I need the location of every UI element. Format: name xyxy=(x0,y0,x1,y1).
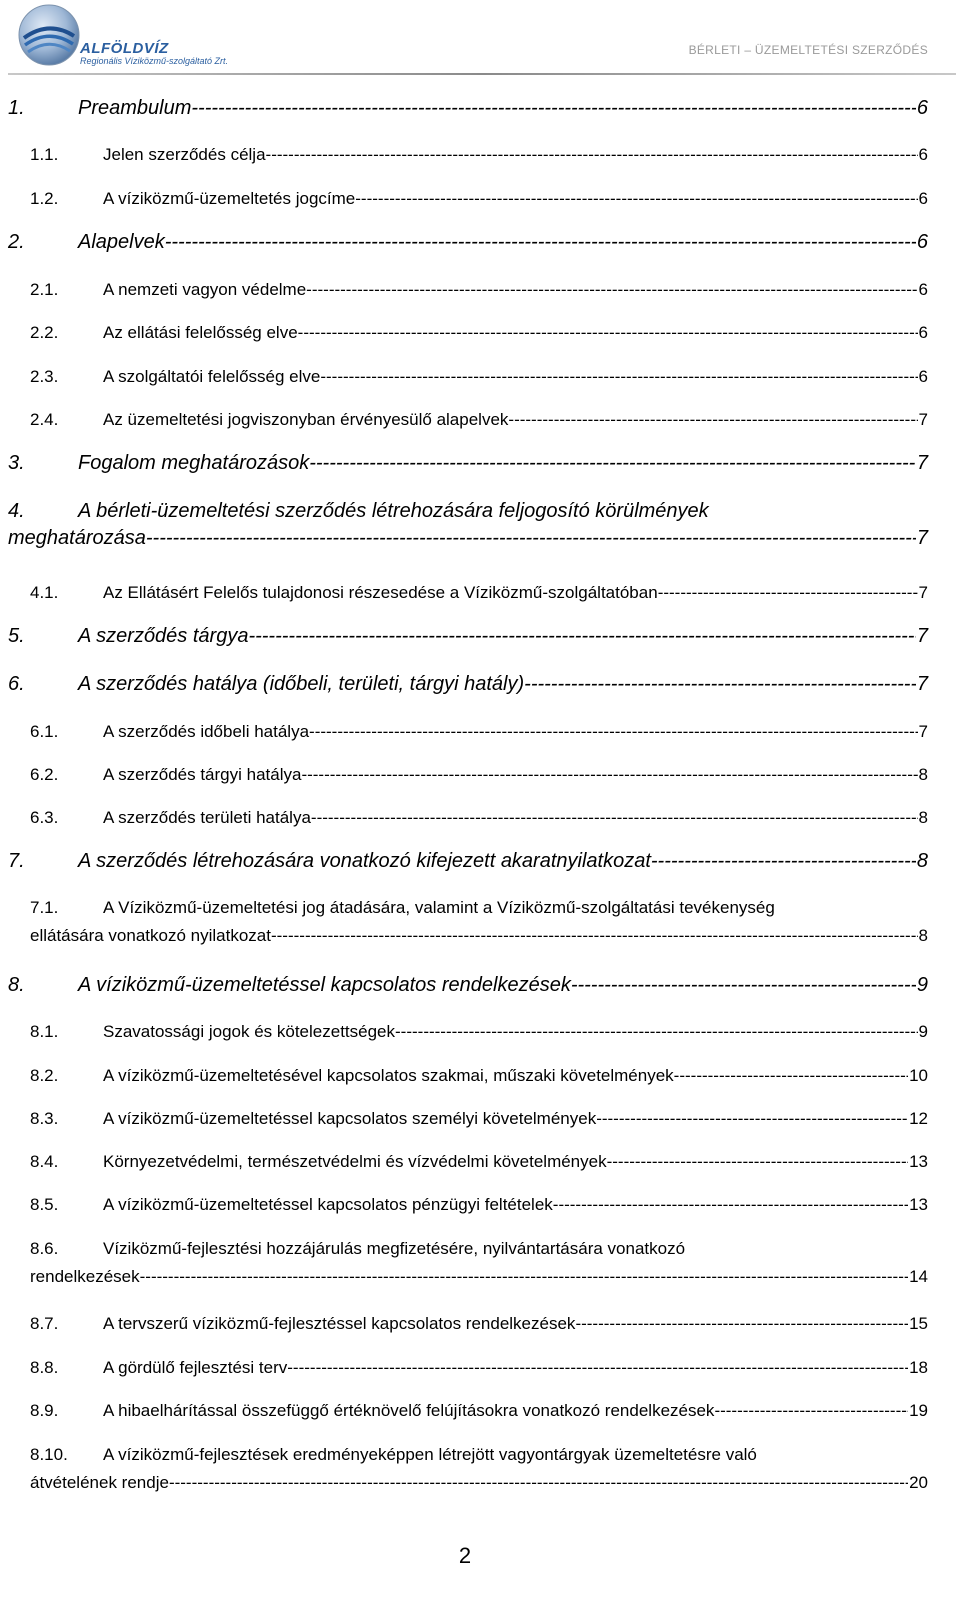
toc-page: 9 xyxy=(916,974,928,996)
toc-leader xyxy=(306,280,917,300)
toc-entry[interactable] xyxy=(0,280,960,300)
toc-title: Az Ellátásért Felelős tulajdonosi részesedése a Víziközmű-szolgáltatóban xyxy=(103,583,658,602)
toc-leader xyxy=(714,1401,908,1421)
toc-title: A víziközmű-üzemeltetés jogcíme xyxy=(103,189,356,208)
toc-number: 4. xyxy=(8,500,25,522)
toc-number: 2.2. xyxy=(30,323,59,342)
toc-page: 6 xyxy=(916,231,928,253)
toc-entry[interactable] xyxy=(0,500,960,550)
toc-number: 4.1. xyxy=(30,583,59,602)
toc-title: Jelen szerződés célja xyxy=(103,145,266,164)
toc-page: 13 xyxy=(909,1195,928,1214)
toc-entry[interactable] xyxy=(0,673,960,696)
toc-title: A Víziközmű-üzemeltetési jog átadására, valamint a Víziközmű-szolgáltatási tevékenység xyxy=(103,898,775,917)
toc-title-continued: rendelkezések xyxy=(30,1267,140,1286)
toc-entry[interactable] xyxy=(0,722,960,742)
toc-leader xyxy=(575,1314,908,1334)
toc-page: 14 xyxy=(909,1267,928,1286)
toc-number: 8.8. xyxy=(30,1358,59,1377)
toc-number: 8.7. xyxy=(30,1314,59,1333)
toc-title: A bérleti-üzemeltetési szerződés létrehozására feljogosító körülmények xyxy=(78,500,709,522)
toc-page: 7 xyxy=(916,673,928,695)
toc-page: 8 xyxy=(918,808,928,827)
toc-entry[interactable] xyxy=(0,808,960,828)
toc-number: 8.10. xyxy=(30,1445,68,1464)
toc-number: 8.5. xyxy=(30,1195,59,1214)
toc-title: A szerződés tárgya xyxy=(78,625,249,647)
toc-leader xyxy=(309,722,918,742)
toc-entry[interactable] xyxy=(0,1239,960,1287)
toc-number: 6. xyxy=(8,673,25,695)
toc-number: 6.3. xyxy=(30,808,59,827)
toc-leader xyxy=(309,452,916,475)
toc-title: Preambulum xyxy=(78,97,192,119)
toc-leader xyxy=(146,527,916,550)
toc-page: 18 xyxy=(909,1358,928,1377)
toc-page: 6 xyxy=(918,189,928,208)
toc-page: 15 xyxy=(909,1314,928,1333)
toc-page: 9 xyxy=(918,1022,928,1041)
toc-leader xyxy=(165,231,916,254)
toc-entry[interactable] xyxy=(0,583,960,603)
toc-title: A szerződés létrehozására vonatkozó kifejezett akaratnyilatkozat xyxy=(78,850,651,872)
toc-title: Környezetvédelmi, természetvédelmi és vízvédelmi követelmények xyxy=(103,1152,607,1171)
toc-leader xyxy=(301,765,917,785)
toc-leader xyxy=(596,1109,908,1129)
toc-page: 6 xyxy=(916,97,928,119)
toc-leader xyxy=(553,1195,908,1215)
toc-entry[interactable] xyxy=(0,1066,960,1086)
toc-number: 2. xyxy=(8,231,25,253)
toc-page: 6 xyxy=(918,323,928,342)
toc-title: Fogalom meghatározások xyxy=(78,452,310,474)
brand-name: ALFÖLDVÍZ xyxy=(80,40,169,57)
toc-page: 7 xyxy=(916,452,928,474)
toc-number: 3. xyxy=(8,452,25,474)
toc-number: 1.1. xyxy=(30,145,59,164)
toc-title: Víziközmű-fejlesztési hozzájárulás megfizetésére, nyilvántartására vonatkozó xyxy=(103,1239,686,1258)
toc-entry[interactable] xyxy=(0,850,960,873)
company-logo-icon xyxy=(16,2,82,68)
toc-page: 12 xyxy=(909,1109,928,1128)
toc-number: 8.3. xyxy=(30,1109,59,1128)
toc-leader xyxy=(395,1022,918,1042)
toc-page: 6 xyxy=(918,367,928,386)
toc-page: 8 xyxy=(918,926,928,945)
toc-leader xyxy=(287,1358,908,1378)
toc-number: 7. xyxy=(8,850,25,872)
toc-page: 7 xyxy=(916,625,928,647)
toc-entry[interactable] xyxy=(0,1152,960,1172)
toc-number: 7.1. xyxy=(30,898,59,917)
toc-leader xyxy=(651,850,916,873)
toc-entry[interactable] xyxy=(0,410,960,430)
page-header xyxy=(0,0,960,90)
toc-page: 8 xyxy=(916,850,928,872)
toc-entry[interactable] xyxy=(0,1314,960,1334)
toc-page: 7 xyxy=(918,583,928,602)
toc-page: 7 xyxy=(918,722,928,741)
toc-title: A szerződés tárgyi hatálya xyxy=(103,765,302,784)
toc-number: 5. xyxy=(8,625,25,647)
toc-page: 10 xyxy=(909,1066,928,1085)
toc-entry[interactable] xyxy=(0,323,960,343)
toc-page: 7 xyxy=(916,527,928,549)
toc-leader xyxy=(607,1152,908,1172)
toc-entry[interactable] xyxy=(0,145,960,165)
toc-title: A szerződés időbeli hatálya xyxy=(103,722,310,741)
toc-entry[interactable] xyxy=(0,898,960,946)
toc-entry[interactable] xyxy=(0,1195,960,1215)
toc-leader xyxy=(191,97,915,120)
toc-number: 8.2. xyxy=(30,1066,59,1085)
toc-entry[interactable] xyxy=(0,1358,960,1378)
header-divider xyxy=(8,73,956,75)
toc-leader xyxy=(169,1473,908,1493)
toc-title: A nemzeti vagyon védelme xyxy=(103,280,307,299)
toc-leader xyxy=(320,367,917,387)
toc-leader xyxy=(271,926,918,946)
toc-entry[interactable] xyxy=(0,974,960,997)
toc-page: 19 xyxy=(909,1401,928,1420)
toc-page: 6 xyxy=(918,145,928,164)
toc-leader xyxy=(674,1066,908,1086)
toc-entry[interactable] xyxy=(0,189,960,209)
toc-title: A szolgáltatói felelősség elve xyxy=(103,367,321,386)
toc-number: 8.6. xyxy=(30,1239,59,1258)
toc-entry[interactable] xyxy=(0,1109,960,1129)
toc-leader xyxy=(355,189,917,209)
toc-entry[interactable] xyxy=(0,765,960,785)
toc-number: 2.3. xyxy=(30,367,59,386)
toc-entry[interactable] xyxy=(0,452,960,475)
toc-leader xyxy=(140,1267,908,1287)
toc-entry[interactable] xyxy=(0,1401,960,1421)
toc-title: A hibaelhárítással összefüggő értéknövelő felújításokra vonatkozó rendelkezések xyxy=(103,1401,715,1420)
toc-number: 8. xyxy=(8,974,25,996)
toc-title-continued: átvételének rendje xyxy=(30,1473,169,1492)
toc-title: A víziközmű-üzemeltetéssel kapcsolatos rendelkezések xyxy=(78,974,571,996)
toc-page: 6 xyxy=(918,280,928,299)
toc-page: 20 xyxy=(909,1473,928,1492)
toc-number: 1. xyxy=(8,97,25,119)
toc-title: A szerződés hatálya (időbeli, területi, tárgyi hatály) xyxy=(78,673,525,695)
toc-title: A tervszerű víziközmű-fejlesztéssel kapcsolatos rendelkezések xyxy=(103,1314,576,1333)
toc-title: A víziközmű-üzemeltetéssel kapcsolatos személyi követelmények xyxy=(103,1109,597,1128)
toc-title: Az ellátási felelősség elve xyxy=(103,323,298,342)
brand-subtitle: Regionális Víziközmű-szolgáltató Zrt. xyxy=(80,56,229,66)
document-title: BÉRLETI – ÜZEMELTETÉSI SZERZŐDÉS xyxy=(688,43,928,57)
toc-title: Szavatossági jogok és kötelezettségek xyxy=(103,1022,396,1041)
toc-title: A szerződés területi hatálya xyxy=(103,808,311,827)
toc-number: 8.4. xyxy=(30,1152,59,1171)
toc-title: A víziközmű-fejlesztések eredményeképpen létrejött vagyontárgyak üzemeltetésre való xyxy=(103,1445,757,1464)
toc-entry[interactable] xyxy=(0,1445,960,1493)
toc-number: 8.1. xyxy=(30,1022,59,1041)
toc-number: 8.9. xyxy=(30,1401,59,1420)
toc-title: A víziközmű-üzemeltetéssel kapcsolatos pénzügyi feltételek xyxy=(103,1195,553,1214)
toc-number: 1.2. xyxy=(30,189,59,208)
page-number: 2 xyxy=(458,1543,472,1568)
toc-title: A gördülő fejlesztési terv xyxy=(103,1358,288,1377)
toc-page: 8 xyxy=(918,765,928,784)
toc-leader xyxy=(311,808,918,828)
toc-entry[interactable] xyxy=(0,625,960,648)
toc-page: 13 xyxy=(909,1152,928,1171)
toc-title-continued: ellátására vonatkozó nyilatkozat xyxy=(30,926,271,945)
toc-number: 6.2. xyxy=(30,765,59,784)
toc-entry[interactable] xyxy=(0,1022,960,1042)
toc-leader xyxy=(524,673,916,696)
toc-number: 2.1. xyxy=(30,280,59,299)
toc-entry[interactable] xyxy=(0,367,960,387)
toc-leader xyxy=(248,625,915,648)
toc-leader xyxy=(508,410,917,430)
toc-page: 7 xyxy=(918,410,928,429)
toc-entry[interactable] xyxy=(0,97,960,120)
toc-title: Az üzemeltetési jogviszonyban érvényesülő alapelvek xyxy=(103,410,509,429)
toc-leader xyxy=(266,145,918,165)
toc-title: A víziközmű-üzemeltetésével kapcsolatos szakmai, műszaki követelmények xyxy=(103,1066,674,1085)
toc-entry[interactable] xyxy=(0,231,960,254)
toc-leader xyxy=(571,974,916,997)
toc-leader xyxy=(658,583,918,603)
toc-leader xyxy=(298,323,918,343)
toc-title: Alapelvek xyxy=(78,231,165,253)
toc-number: 6.1. xyxy=(30,722,59,741)
toc-title-continued: meghatározása xyxy=(8,527,146,549)
toc-number: 2.4. xyxy=(30,410,59,429)
